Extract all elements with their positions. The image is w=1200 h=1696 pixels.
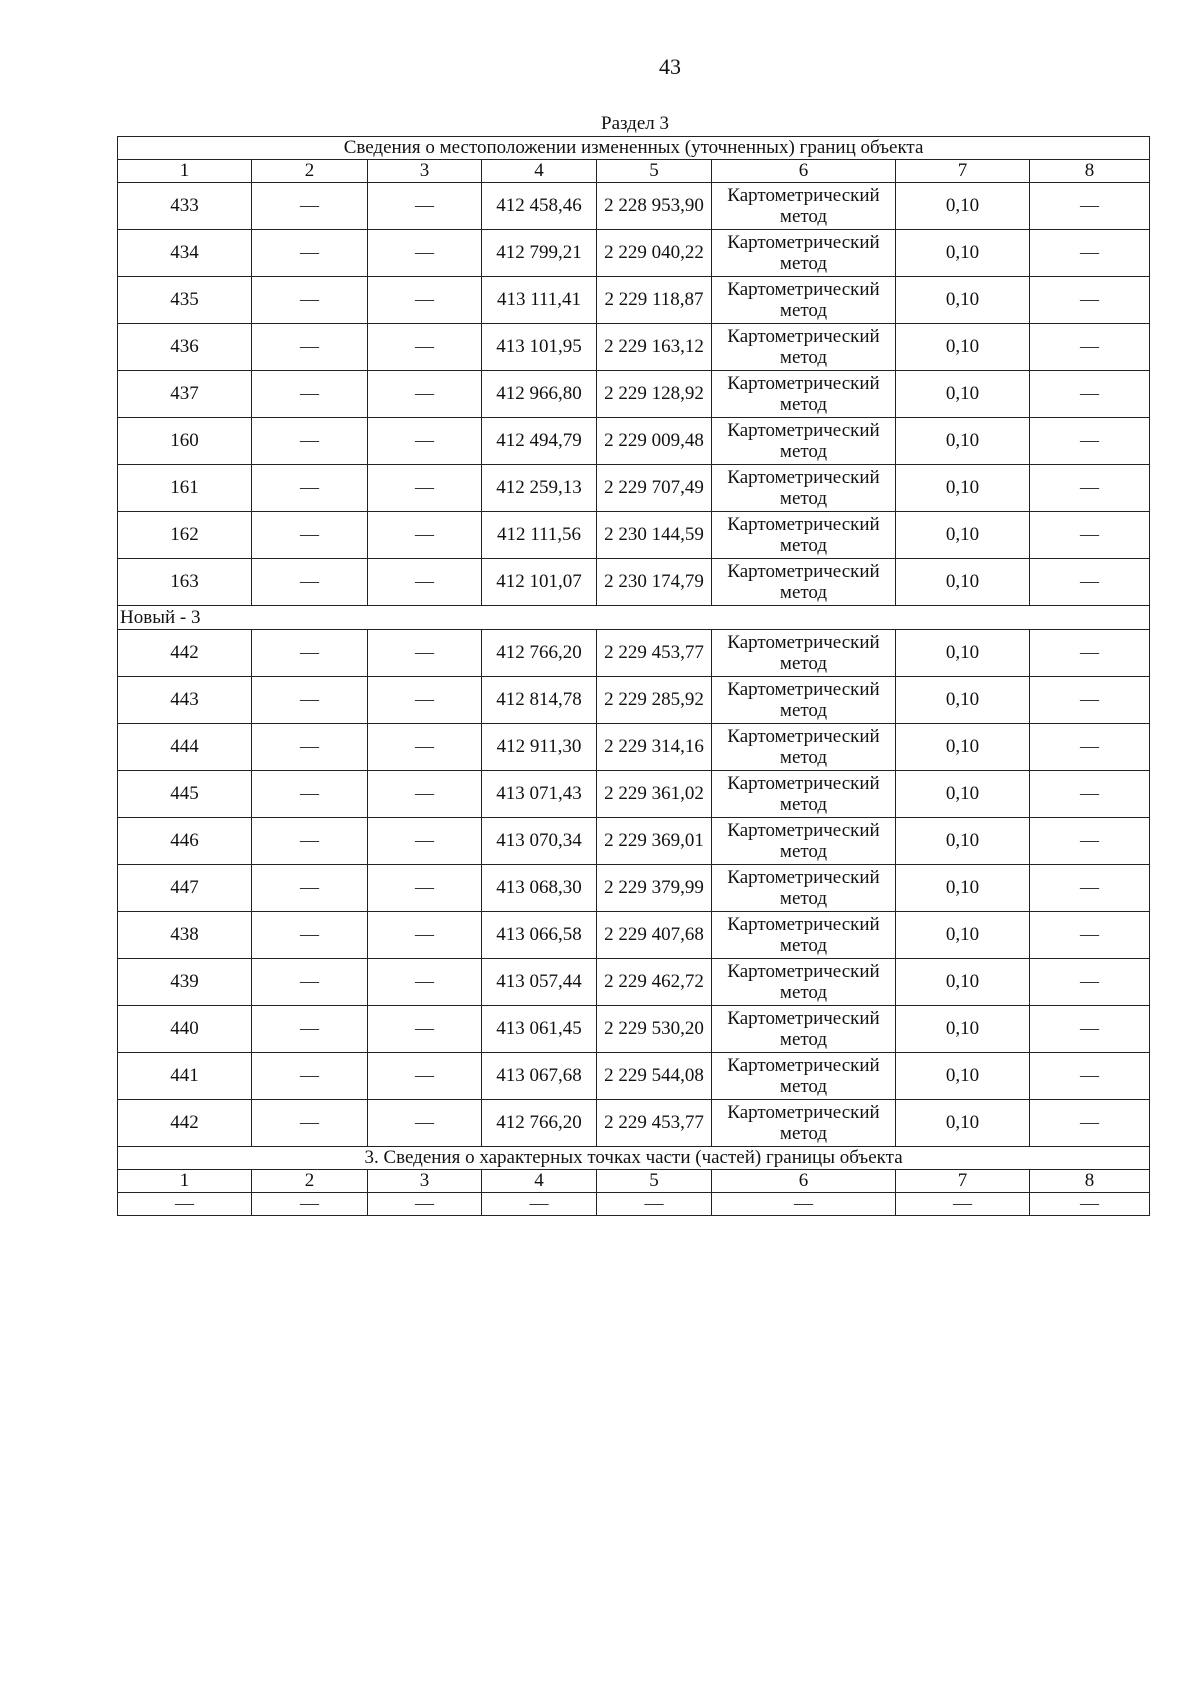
empty-cell: — xyxy=(252,1053,368,1100)
accuracy-cell: 0,10 xyxy=(896,865,1030,912)
method-line: Картометрический xyxy=(727,1055,880,1076)
empty-cell: — xyxy=(597,1193,712,1216)
method-line: Картометрический xyxy=(727,914,880,935)
point-number-cell: 443 xyxy=(118,677,252,724)
method-cell xyxy=(712,465,896,512)
empty-cell: — xyxy=(1030,465,1150,512)
method-cell xyxy=(712,912,896,959)
empty-cell: — xyxy=(252,818,368,865)
method-line: Картометрический xyxy=(727,961,880,982)
empty-cell: — xyxy=(252,724,368,771)
empty-cell: — xyxy=(1030,677,1150,724)
empty-cell: — xyxy=(1030,512,1150,559)
coordinate-x-cell: 412 111,56 xyxy=(482,512,597,559)
accuracy-cell: 0,10 xyxy=(896,1006,1030,1053)
column-number: 6 xyxy=(712,160,896,183)
method-line: метод xyxy=(779,935,828,956)
empty-cell: — xyxy=(252,371,368,418)
empty-cell: — xyxy=(252,912,368,959)
point-number-cell: 435 xyxy=(118,277,252,324)
coordinates-table xyxy=(117,136,1150,1216)
empty-cell: — xyxy=(368,183,482,230)
method-line: Картометрический xyxy=(727,185,880,206)
method-line: Картометрический xyxy=(727,232,880,253)
empty-cell: — xyxy=(368,771,482,818)
column-number: 1 xyxy=(118,1170,252,1193)
empty-cell: — xyxy=(252,230,368,277)
accuracy-cell: 0,10 xyxy=(896,912,1030,959)
empty-cell: — xyxy=(1030,183,1150,230)
table-row xyxy=(118,677,1150,724)
point-number-cell: 447 xyxy=(118,865,252,912)
empty-cell: — xyxy=(252,183,368,230)
empty-cell: — xyxy=(1030,277,1150,324)
table-row xyxy=(118,324,1150,371)
method-line: Картометрический xyxy=(727,726,880,747)
empty-cell: — xyxy=(1030,559,1150,606)
point-number-cell: 442 xyxy=(118,1100,252,1147)
coordinate-y-cell: 2 229 128,92 xyxy=(597,371,712,418)
column-number: 3 xyxy=(368,1170,482,1193)
method-line: Картометрический xyxy=(727,632,880,653)
accuracy-cell: 0,10 xyxy=(896,183,1030,230)
point-number-cell: 434 xyxy=(118,230,252,277)
accuracy-cell: 0,10 xyxy=(896,677,1030,724)
column-number: 7 xyxy=(896,160,1030,183)
method-cell xyxy=(712,559,896,606)
method-cell xyxy=(712,1100,896,1147)
accuracy-cell: 0,10 xyxy=(896,1100,1030,1147)
method-line: метод xyxy=(779,535,828,556)
empty-cell: — xyxy=(368,559,482,606)
accuracy-cell: 0,10 xyxy=(896,630,1030,677)
empty-cell: — xyxy=(368,371,482,418)
method-line: Картометрический xyxy=(727,373,880,394)
empty-cell: — xyxy=(252,277,368,324)
empty-cell: — xyxy=(252,1006,368,1053)
method-cell xyxy=(712,324,896,371)
empty-cell: — xyxy=(368,959,482,1006)
empty-cell: — xyxy=(368,230,482,277)
empty-cell: — xyxy=(368,1193,482,1216)
column-number: 2 xyxy=(252,160,368,183)
accuracy-cell: 0,10 xyxy=(896,418,1030,465)
point-number-cell: 445 xyxy=(118,771,252,818)
coordinate-x-cell: 413 068,30 xyxy=(482,865,597,912)
method-line: метод xyxy=(779,1029,828,1050)
column-number-row xyxy=(118,160,1150,183)
empty-cell: — xyxy=(368,630,482,677)
method-line: Картометрический xyxy=(727,279,880,300)
point-number-cell: 446 xyxy=(118,818,252,865)
method-line: Картометрический xyxy=(727,326,880,347)
coordinate-x-cell: 412 766,20 xyxy=(482,630,597,677)
table-title: Сведения о местоположении измененных (уточненных) границ объекта xyxy=(118,137,1150,160)
empty-cell: — xyxy=(712,1193,896,1216)
coordinate-x-cell: 412 458,46 xyxy=(482,183,597,230)
empty-cell: — xyxy=(482,1193,597,1216)
empty-cell: — xyxy=(368,1006,482,1053)
section-label: Раздел 3 xyxy=(601,113,669,134)
empty-cell: — xyxy=(368,724,482,771)
method-line: Картометрический xyxy=(727,867,880,888)
coordinate-y-cell: 2 229 379,99 xyxy=(597,865,712,912)
method-line: метод xyxy=(779,347,828,368)
method-line: метод xyxy=(779,1123,828,1144)
part-title-row xyxy=(118,1147,1150,1170)
column-number: 3 xyxy=(368,160,482,183)
method-line: Картометрический xyxy=(727,561,880,582)
table-row xyxy=(118,630,1150,677)
coordinate-x-cell: 413 071,43 xyxy=(482,771,597,818)
accuracy-cell: 0,10 xyxy=(896,724,1030,771)
empty-cell: — xyxy=(1030,771,1150,818)
empty-cell: — xyxy=(252,324,368,371)
method-cell xyxy=(712,418,896,465)
point-number-cell: 436 xyxy=(118,324,252,371)
method-line: метод xyxy=(779,700,828,721)
method-line: метод xyxy=(779,888,828,909)
coordinate-x-cell: 412 966,80 xyxy=(482,371,597,418)
accuracy-cell: 0,10 xyxy=(896,771,1030,818)
empty-cell: — xyxy=(1030,630,1150,677)
empty-cell: — xyxy=(118,1193,252,1216)
method-line: метод xyxy=(779,582,828,603)
accuracy-cell: 0,10 xyxy=(896,230,1030,277)
table-row xyxy=(118,724,1150,771)
method-line: Картометрический xyxy=(727,679,880,700)
table-row xyxy=(118,959,1150,1006)
coordinate-x-cell: 412 101,07 xyxy=(482,559,597,606)
empty-cell: — xyxy=(368,324,482,371)
coordinate-y-cell: 2 229 163,12 xyxy=(597,324,712,371)
empty-cell: — xyxy=(1030,1100,1150,1147)
accuracy-cell: 0,10 xyxy=(896,818,1030,865)
method-line: метод xyxy=(779,441,828,462)
method-line: метод xyxy=(779,841,828,862)
table-row xyxy=(118,771,1150,818)
point-number-cell: 439 xyxy=(118,959,252,1006)
method-line: метод xyxy=(779,394,828,415)
coordinate-y-cell: 2 229 369,01 xyxy=(597,818,712,865)
empty-cell: — xyxy=(368,677,482,724)
column-number: 4 xyxy=(482,160,597,183)
table-row xyxy=(118,512,1150,559)
empty-cell: — xyxy=(1030,959,1150,1006)
table-row xyxy=(118,371,1150,418)
coordinate-y-cell: 2 229 453,77 xyxy=(597,1100,712,1147)
column-number: 1 xyxy=(118,160,252,183)
method-cell xyxy=(712,183,896,230)
coordinate-y-cell: 2 229 453,77 xyxy=(597,630,712,677)
coordinate-x-cell: 413 066,58 xyxy=(482,912,597,959)
coordinate-x-cell: 413 070,34 xyxy=(482,818,597,865)
column-number: 5 xyxy=(597,160,712,183)
column-number: 7 xyxy=(896,1170,1030,1193)
coordinate-x-cell: 413 101,95 xyxy=(482,324,597,371)
empty-cell: — xyxy=(252,1100,368,1147)
coordinate-y-cell: 2 229 462,72 xyxy=(597,959,712,1006)
coordinate-x-cell: 413 061,45 xyxy=(482,1006,597,1053)
method-line: метод xyxy=(779,1076,828,1097)
method-cell xyxy=(712,630,896,677)
coordinate-x-cell: 413 057,44 xyxy=(482,959,597,1006)
empty-cell: — xyxy=(1030,418,1150,465)
part-column-number-row xyxy=(118,1170,1150,1193)
coordinate-x-cell: 412 259,13 xyxy=(482,465,597,512)
accuracy-cell: 0,10 xyxy=(896,465,1030,512)
part-dash-row xyxy=(118,1193,1150,1216)
method-cell xyxy=(712,959,896,1006)
method-line: Картометрический xyxy=(727,420,880,441)
method-line: метод xyxy=(779,653,828,674)
coordinate-y-cell: 2 229 530,20 xyxy=(597,1006,712,1053)
table-row xyxy=(118,1006,1150,1053)
table-row xyxy=(118,559,1150,606)
empty-cell: — xyxy=(252,465,368,512)
table-row xyxy=(118,465,1150,512)
empty-cell: — xyxy=(368,465,482,512)
page-number: 43 xyxy=(659,54,681,79)
empty-cell: — xyxy=(368,1100,482,1147)
column-number: 6 xyxy=(712,1170,896,1193)
table-row xyxy=(118,1100,1150,1147)
point-number-cell: 433 xyxy=(118,183,252,230)
accuracy-cell: 0,10 xyxy=(896,1053,1030,1100)
empty-cell: — xyxy=(252,959,368,1006)
empty-cell: — xyxy=(1030,371,1150,418)
method-line: метод xyxy=(779,747,828,768)
point-number-cell: 444 xyxy=(118,724,252,771)
method-cell xyxy=(712,771,896,818)
method-line: метод xyxy=(779,206,828,227)
part-title: 3. Сведения о характерных точках части (частей) границы объекта xyxy=(118,1147,1150,1170)
empty-cell: — xyxy=(252,771,368,818)
coordinate-y-cell: 2 229 118,87 xyxy=(597,277,712,324)
accuracy-cell: 0,10 xyxy=(896,959,1030,1006)
point-number-cell: 438 xyxy=(118,912,252,959)
method-cell xyxy=(712,371,896,418)
empty-cell: — xyxy=(368,912,482,959)
point-number-cell: 162 xyxy=(118,512,252,559)
coordinate-y-cell: 2 229 285,92 xyxy=(597,677,712,724)
method-cell xyxy=(712,512,896,559)
empty-cell: — xyxy=(368,1053,482,1100)
method-line: Картометрический xyxy=(727,1008,880,1029)
empty-cell: — xyxy=(368,865,482,912)
coordinate-y-cell: 2 229 707,49 xyxy=(597,465,712,512)
coordinate-x-cell: 412 814,78 xyxy=(482,677,597,724)
point-number-cell: 440 xyxy=(118,1006,252,1053)
point-number-cell: 161 xyxy=(118,465,252,512)
accuracy-cell: 0,10 xyxy=(896,512,1030,559)
method-line: метод xyxy=(779,488,828,509)
method-cell xyxy=(712,677,896,724)
method-line: метод xyxy=(779,794,828,815)
empty-cell: — xyxy=(1030,865,1150,912)
method-line: метод xyxy=(779,253,828,274)
table-row xyxy=(118,277,1150,324)
table-row xyxy=(118,230,1150,277)
method-line: Картометрический xyxy=(727,514,880,535)
point-number-cell: 441 xyxy=(118,1053,252,1100)
group-label: Новый - 3 xyxy=(118,606,1150,630)
coordinate-y-cell: 2 229 009,48 xyxy=(597,418,712,465)
empty-cell: — xyxy=(1030,818,1150,865)
coordinate-x-cell: 413 111,41 xyxy=(482,277,597,324)
empty-cell: — xyxy=(896,1193,1030,1216)
empty-cell: — xyxy=(252,1193,368,1216)
column-number: 5 xyxy=(597,1170,712,1193)
method-cell xyxy=(712,818,896,865)
method-line: Картометрический xyxy=(727,1102,880,1123)
table-row xyxy=(118,865,1150,912)
table-row xyxy=(118,418,1150,465)
method-cell xyxy=(712,1053,896,1100)
coordinate-x-cell: 412 799,21 xyxy=(482,230,597,277)
accuracy-cell: 0,10 xyxy=(896,559,1030,606)
coordinate-x-cell: 412 766,20 xyxy=(482,1100,597,1147)
coordinate-y-cell: 2 229 040,22 xyxy=(597,230,712,277)
method-cell xyxy=(712,1006,896,1053)
empty-cell: — xyxy=(368,277,482,324)
coordinate-y-cell: 2 230 144,59 xyxy=(597,512,712,559)
empty-cell: — xyxy=(252,677,368,724)
table-title-row xyxy=(118,137,1150,160)
empty-cell: — xyxy=(1030,724,1150,771)
column-number: 8 xyxy=(1030,160,1150,183)
column-number: 8 xyxy=(1030,1170,1150,1193)
method-line: Картометрический xyxy=(727,820,880,841)
accuracy-cell: 0,10 xyxy=(896,277,1030,324)
empty-cell: — xyxy=(368,418,482,465)
coordinate-y-cell: 2 229 361,02 xyxy=(597,771,712,818)
column-number: 2 xyxy=(252,1170,368,1193)
empty-cell: — xyxy=(1030,1193,1150,1216)
coordinate-y-cell: 2 229 314,16 xyxy=(597,724,712,771)
table-row xyxy=(118,912,1150,959)
table-row xyxy=(118,183,1150,230)
empty-cell: — xyxy=(1030,912,1150,959)
coordinate-x-cell: 413 067,68 xyxy=(482,1053,597,1100)
point-number-cell: 163 xyxy=(118,559,252,606)
point-number-cell: 442 xyxy=(118,630,252,677)
method-line: метод xyxy=(779,982,828,1003)
coordinate-y-cell: 2 229 407,68 xyxy=(597,912,712,959)
coordinate-y-cell: 2 229 544,08 xyxy=(597,1053,712,1100)
point-number-cell: 160 xyxy=(118,418,252,465)
method-cell xyxy=(712,724,896,771)
empty-cell: — xyxy=(368,512,482,559)
empty-cell: — xyxy=(252,559,368,606)
empty-cell: — xyxy=(1030,230,1150,277)
column-number: 4 xyxy=(482,1170,597,1193)
empty-cell: — xyxy=(252,865,368,912)
method-line: Картометрический xyxy=(727,467,880,488)
coordinate-y-cell: 2 228 953,90 xyxy=(597,183,712,230)
method-line: Картометрический xyxy=(727,773,880,794)
empty-cell: — xyxy=(252,512,368,559)
method-line: метод xyxy=(779,300,828,321)
empty-cell: — xyxy=(1030,324,1150,371)
point-number-cell: 437 xyxy=(118,371,252,418)
empty-cell: — xyxy=(252,630,368,677)
coordinate-y-cell: 2 230 174,79 xyxy=(597,559,712,606)
empty-cell: — xyxy=(368,818,482,865)
group-label-row xyxy=(118,606,1150,630)
accuracy-cell: 0,10 xyxy=(896,371,1030,418)
table-row xyxy=(118,1053,1150,1100)
method-cell xyxy=(712,230,896,277)
table-row xyxy=(118,818,1150,865)
coordinate-x-cell: 412 911,30 xyxy=(482,724,597,771)
empty-cell: — xyxy=(252,418,368,465)
method-cell xyxy=(712,277,896,324)
accuracy-cell: 0,10 xyxy=(896,324,1030,371)
empty-cell: — xyxy=(1030,1053,1150,1100)
method-cell xyxy=(712,865,896,912)
empty-cell: — xyxy=(1030,1006,1150,1053)
coordinate-x-cell: 412 494,79 xyxy=(482,418,597,465)
